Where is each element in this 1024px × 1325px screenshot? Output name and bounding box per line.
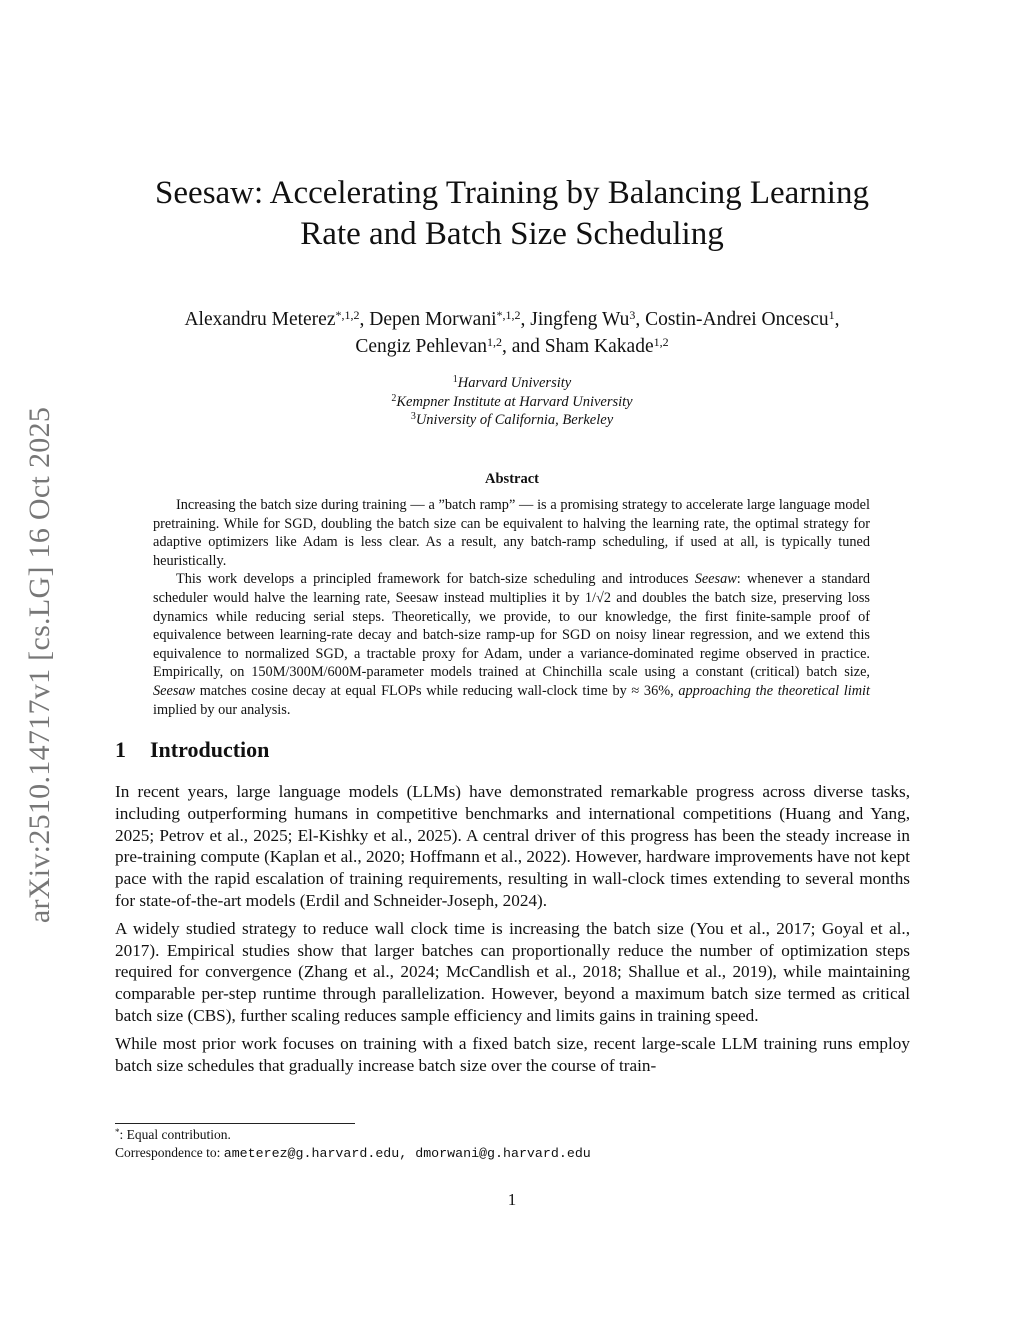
author-separator: ,	[520, 309, 531, 330]
author-affil-sup: 3	[629, 308, 636, 322]
author-affil-sup: 1	[828, 308, 835, 322]
footnote-label: Correspondence to:	[115, 1145, 224, 1160]
affiliation-name: Harvard University	[457, 375, 572, 391]
abstract-text	[153, 496, 870, 719]
author-name: Alexandru Meterez	[184, 309, 336, 330]
affiliation-name: Kempner Institute at Harvard University	[396, 393, 633, 410]
footnote-correspondence	[115, 1144, 910, 1163]
body-paragraph-1: In recent years, large language models (LLMs) have demonstrated remarkable progress across diverse tasks, including outperforming humans in competitive benchmarks and international competitions (Huang and Yang, 2025; Petrov et al., 2025; El-Kishky et al., 2025). A central driver of this progress has been the steady increase in pre-training compute (Kaplan et al., 2020; Hoffmann et al., 2022). However, hardware improvements have not kept pace with the rapid escalation of training requirements, resulting in wall-clock times extending to several months for state-of-the-art models (Erdil and Schneider-Joseph, 2024).	[115, 782, 910, 910]
introduction-body	[115, 781, 910, 1082]
author-separator: , and	[501, 336, 545, 357]
affiliation-sup: 3	[410, 411, 416, 422]
author-line-1	[112, 306, 912, 333]
abstract-text-run: implied by our analysis.	[153, 701, 291, 718]
section-heading-introduction	[115, 737, 269, 763]
author-separator: ,	[359, 309, 370, 330]
abstract-emphasis: approaching the theoretical limit	[678, 682, 870, 699]
abstract-text-run: matches cosine decay at equal FLOPs while reducing wall-clock time by ≈ 36%,	[195, 682, 679, 699]
author-list	[112, 306, 912, 360]
author-name: Jingfeng Wu	[530, 309, 630, 330]
body-paragraph-2: A widely studied strategy to reduce wall clock time is increasing the batch size (You et al., 2017; Goyal et al., 2017). Empirical studies show that larger batches can proportionally reduce the number of optimization steps required for convergence (Zhang et al., 2024; McCandlish et al., 2018; Shallue et al., 2019), while maintaining comparable per-step runtime through parallelization. However, beyond a maximum batch size termed as critical batch size (CBS), further scaling reduces sample efficiency and limits gains in training speed.	[115, 918, 910, 1025]
author-name: Sham Kakade	[544, 336, 654, 357]
author-name: Costin-Andrei Oncescu	[645, 309, 829, 330]
affiliation-item	[112, 411, 912, 430]
abstract-text-run: This work develops a principled framework for batch-size scheduling and introduces	[176, 571, 695, 588]
author-affil-sup: *,1,2	[496, 308, 521, 322]
section-number: 1	[115, 737, 126, 762]
footnotes	[115, 1126, 910, 1163]
author-separator: ,	[635, 309, 646, 330]
author-name: Cengiz Pehlevan	[355, 336, 487, 357]
affiliation-sup: 1	[452, 374, 458, 385]
title-line-2: Rate and Batch Size Scheduling	[300, 216, 724, 252]
abstract-paragraph-1: Increasing the batch size during training — a ”batch ramp” — is a promising strategy to accelerate large language model pretraining. While for SGD, doubling the batch size can be equivalent to halving the learning rate, the optimal strategy for adaptive optimizers like Adam is less clear. As a result, any batch-ramp scheduling, if used at all, is typically tuned heuristically.	[153, 497, 870, 569]
author-line-2	[112, 333, 912, 360]
affiliation-item	[112, 393, 912, 412]
title-line-1: Seesaw: Accelerating Training by Balancing Learning	[155, 175, 869, 211]
footnote-rule	[115, 1123, 355, 1124]
abstract-paragraph-2	[153, 570, 870, 719]
footnote-marker: *	[115, 1127, 120, 1137]
abstract-emphasis: Seesaw	[153, 682, 196, 699]
footnote-text: : Equal contribution.	[119, 1127, 231, 1142]
abstract-heading: Abstract	[485, 471, 539, 487]
body-paragraph-3: While most prior work focuses on training with a fixed batch size, recent large-scale LLM training runs employ batch size schedules that gradually increase batch size over the course of train-	[115, 1033, 910, 1075]
paper-title	[112, 173, 912, 255]
abstract-text-run: : whenever a standard scheduler would halve the learning rate, Seesaw instead multiplies it by 1/√2 and doubles the batch size, preserving loss dynamics while reducing serial steps. Theoretically, we provide, to our knowledge, the first finite-sample proof of equivalence between learning-rate decay and batch-size ramp-up for SGD on noisy linear regression, and we extend this equivalence to normalized SGD, a tractable proxy for Adam, under a variance-dominated regime observed in practice. Empirically, on 150M/300M/600M-parameter models trained at Chinchilla scale using a constant (critical) batch size,	[153, 571, 870, 681]
abstract-emphasis: Seesaw	[694, 571, 737, 588]
footnote-equal-contribution	[115, 1126, 910, 1144]
section-title: Introduction	[150, 737, 270, 762]
correspondence-emails[interactable]: ameterez@g.harvard.edu, dmorwani@g.harvard.edu	[223, 1146, 591, 1161]
affiliation-sup: 2	[391, 392, 397, 404]
author-name: Depen Morwani	[369, 309, 497, 330]
arxiv-identifier-stamp: arXiv:2510.14717v1 [cs.LG] 16 Oct 2025	[23, 406, 56, 924]
author-affil-sup: *,1,2	[335, 308, 360, 322]
author-affil-sup: 1,2	[486, 335, 502, 349]
affiliation-item	[112, 374, 912, 393]
page-number: 1	[507, 1190, 517, 1209]
affiliation-list	[112, 374, 912, 430]
author-affil-sup: 1,2	[653, 335, 669, 349]
affiliation-name: University of California, Berkeley	[415, 412, 614, 428]
author-separator: ,	[834, 309, 840, 330]
